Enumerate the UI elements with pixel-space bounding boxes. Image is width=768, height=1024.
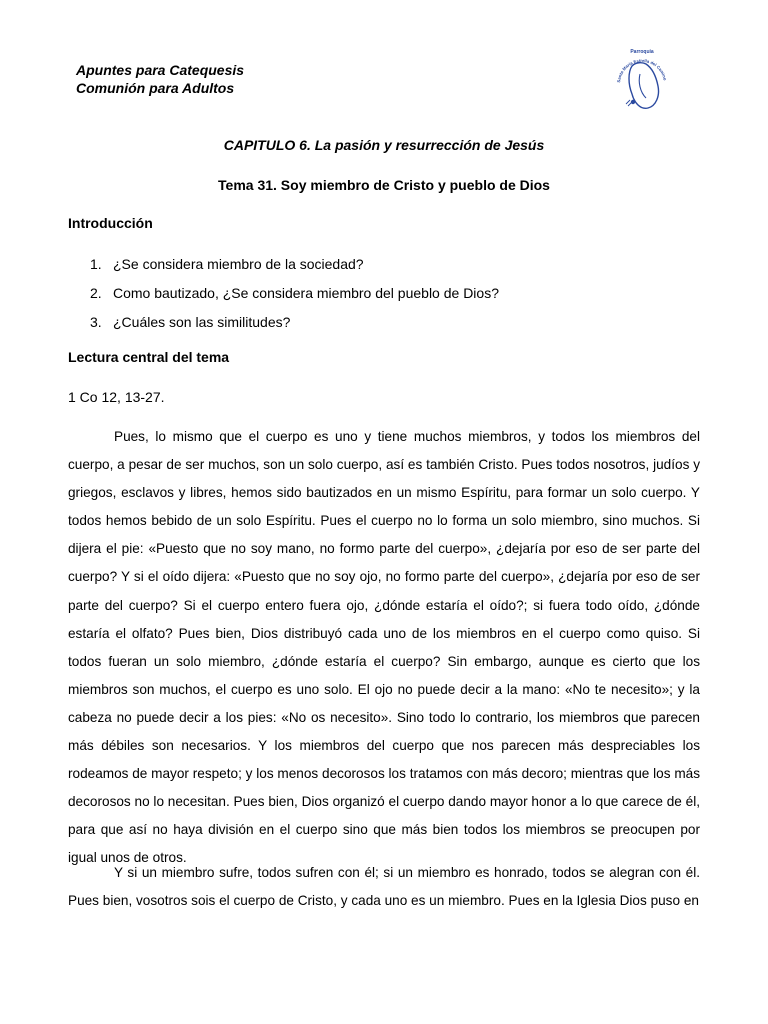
header-line-1: Apuntes para Catequesis (76, 62, 245, 78)
document-header (76, 61, 244, 97)
reading-paragraph-2: Y si un miembro sufre, todos sufren con él; si un miembro es honrado, todos se alegran con él. Pues bien, vosotros sois el cuerpo de Cristo, y cada uno es un miembro. Pues en la Iglesia Dios puso en (68, 865, 700, 909)
scripture-reference: 1 Co 12, 13-27. (68, 389, 165, 405)
question-number: 3. (90, 314, 102, 330)
question-number: 1. (90, 256, 102, 272)
question-number: 2. (90, 285, 102, 301)
reading-heading: Lectura central del tema (68, 349, 230, 365)
list-item (68, 285, 499, 314)
reading-paragraph-1: Pues, lo mismo que el cuerpo es uno y tiene muchos miembros, y todos los miembros del cuerpo, a pesar de ser muchos, son un solo cuerpo, así es también Cristo. Pues todos nosotros, judíos y griegos, esclavos y libres, hemos sido bautizados en un mismo Espíritu, para formar un solo cuerpo. Y todos hemos bebido de un solo Espíritu. Pues el cuerpo no lo forma un solo miembro, sino muchos. Si dijera el pie: «Puesto que no soy mano, no formo parte del cuerpo», ¿dejaría por eso de ser parte del cuerpo? Y si el oído dijera: «Puesto que no soy ojo, no formo parte del cuerpo», ¿dejaría por eso de ser parte del cuerpo? Si el cuerpo entero fuera ojo, ¿dónde estaría el oído?; si fuera todo oído, ¿dónde estaría el olfato? Pues bien, Dios distribuyó cada uno de los miembros en el cuerpo como quiso. Si todos fueran un solo miembro, ¿dónde estaría el cuerpo? Sin embargo, aunque es cierto que los miembros son muchos, el cuerpo es uno solo. El ojo no puede decir a la mano: «No te necesito»; y la cabeza no puede decir a los pies: «No os necesito». Sino todo lo contrario, los miembros que parecen más débiles son necesarios. Y los miembros del cuerpo que nos parecen más despreciables los rodeamos de mayor respeto; y los menos decorosos los tratamos con más decoro; mientras que los más decorosos no lo necesitan. Pues bien, Dios organizó el cuerpo dando mayor honor a lo que carece de él, para que así no haya división en el cuerpo sino que más bien todos los miembros se preocupen por igual unos de otros. (68, 429, 700, 866)
question-text: ¿Cuáles son las similitudes? (113, 314, 291, 330)
question-list (68, 256, 499, 343)
svg-text:Santa María Estrella del Camin (616, 58, 668, 83)
theme-title: Tema 31. Soy miembro de Cristo y pueblo de Dios (218, 177, 550, 193)
list-item (68, 314, 499, 343)
logo-figure-fold (639, 74, 646, 98)
introduction-heading: Introducción (68, 215, 153, 231)
list-item (68, 256, 499, 285)
parish-seal-icon (606, 44, 678, 116)
header-line-2: Comunión para Adultos (76, 80, 235, 96)
question-text: Como bautizado, ¿Se considera miembro del pueblo de Dios? (113, 285, 499, 301)
question-text: ¿Se considera miembro de la sociedad? (113, 256, 364, 272)
chapter-title: CAPITULO 6. La pasión y resurrección de Jesús (223, 137, 545, 153)
logo-ring-text: Santa María Estrella del Camino (616, 57, 668, 83)
logo-top-text: Parroquia (630, 49, 654, 55)
